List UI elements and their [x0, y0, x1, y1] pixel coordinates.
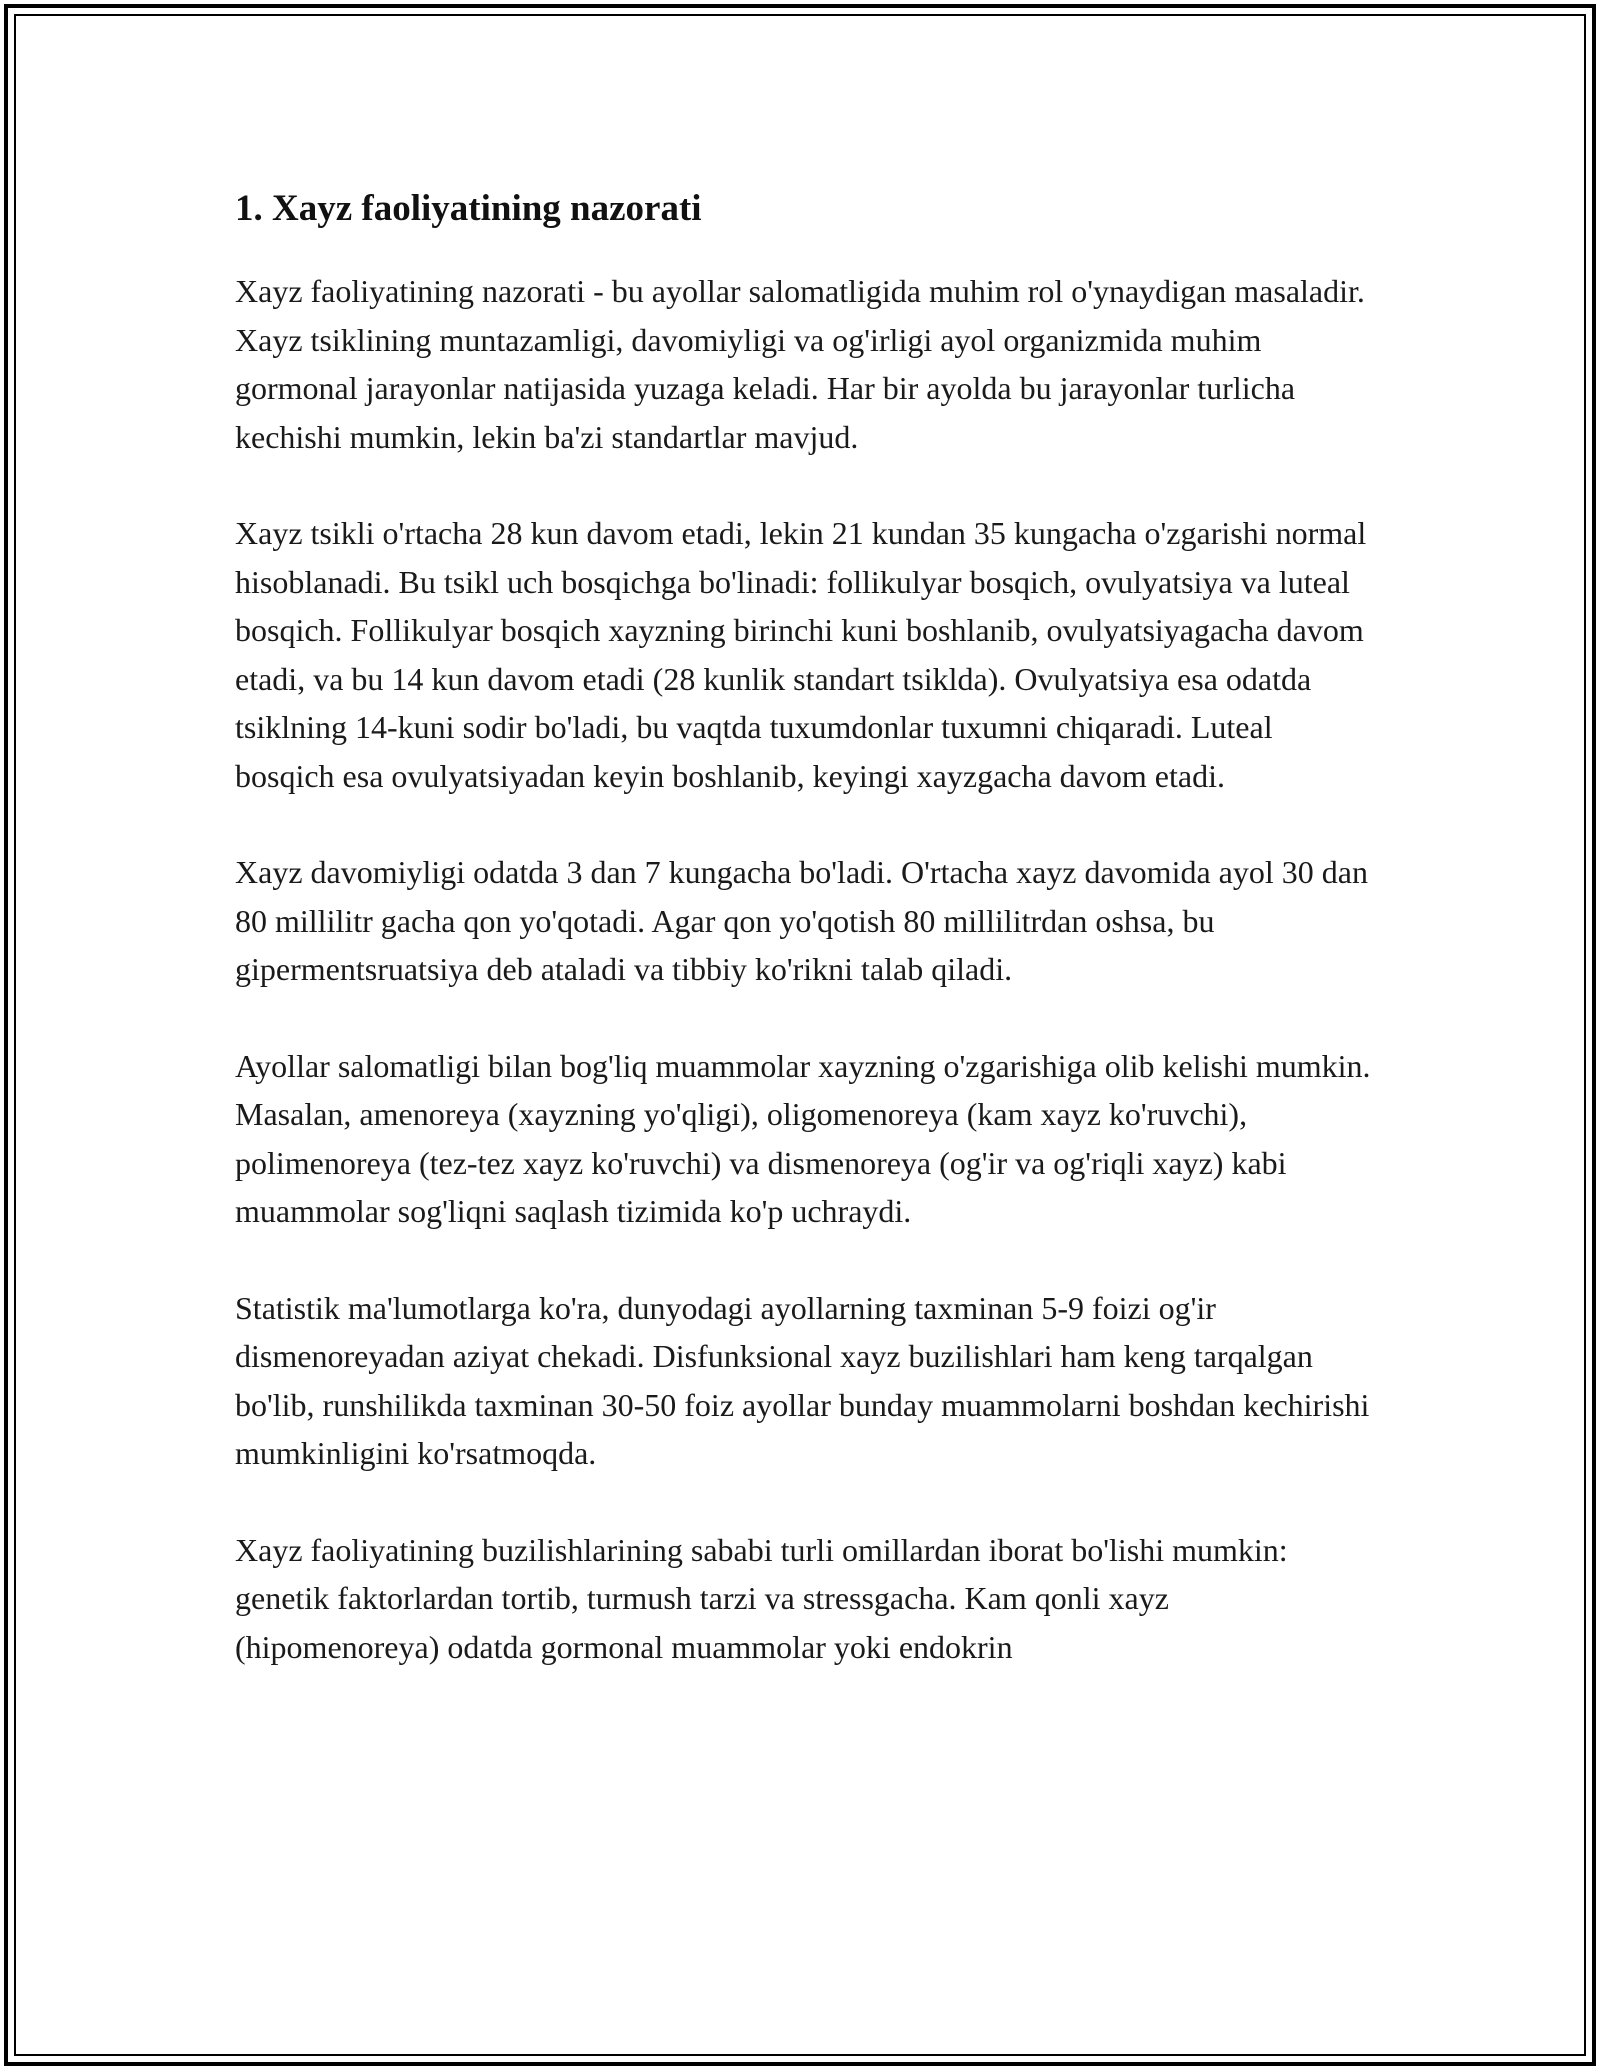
paragraph-duration: Xayz davomiyligi odatda 3 dan 7 kungacha bo'ladi. O'rtacha xayz davomida ayol 30 dan 80 millilitr gacha qon yo'qotadi. Agar qon yo'qotish 80 millilitrdan oshsa, bu gipermentsruatsiya deb ataladi va tibbiy ko'rikni talab qiladi.: [235, 854, 1368, 987]
paragraph-disorders: Ayollar salomatligi bilan bog'liq muammolar xayzning o'zgarishiga olib kelishi mumkin. Masalan, amenoreya (xayzning yo'qligi), oligomenoreya (kam xayz ko'ruvchi), polimenoreya (tez-tez xayz ko'ruvchi) va dismenoreya (og'ir va og'riqli xayz) kabi muammolar sog'liqni saqlash tizimida ko'p uchraydi.: [235, 1047, 1371, 1229]
paragraph-causes: Xayz faoliyatining buzilishlarining sababi turli omillardan iborat bo'lishi mumkin: genetik faktorlardan tortib, turmush tarzi va stressgacha. Kam qonli xayz (hipomenoreya) odatda gormonal muammolar yoki endokrin: [235, 1531, 1288, 1665]
section-heading: 1. Xayz faoliyatining nazorati: [235, 188, 702, 229]
paragraph-intro: Xayz faoliyatining nazorati - bu ayollar salomatligida muhim rol o'ynaydigan masaladir. Xayz tsiklining muntazamligi, davomiyligi va og'irligi ayol organizmida muhim gormonal jarayonlar natijasida yuzaga keladi. Har bir ayolda bu jarayonlar turlicha kechishi mumkin, lekin ba'zi standartlar mavjud.: [235, 273, 1365, 455]
paragraph-statistics: Statistik ma'lumotlarga ko'ra, dunyodagi ayollarning taxminan 5-9 foizi og'ir dismenoreyadan aziyat chekadi. Disfunksional xayz buzilishlari ham keng tarqalgan bo'lib, runshilikda taxminan 30-50 foiz ayollar bunday muammolarni boshdan kechirishi mumkinligini ko'rsatmoqda.: [235, 1289, 1370, 1471]
document-body: [235, 185, 1375, 1719]
paragraph-cycle-phases: Xayz tsikli o'rtacha 28 kun davom etadi, lekin 21 kundan 35 kungacha o'zgarishi normal hisoblanadi. Bu tsikl uch bosqichga bo'linadi: follikulyar bosqich, ovulyatsiya va luteal bosqich. Follikulyar bosqich xayzning birinchi kuni boshlanib, ovulyatsiyagacha davom etadi, va bu 14 kun davom etadi (28 kunlik standart tsiklda). Ovulyatsiya esa odatda tsiklning 14-kuni sodir bo'ladi, bu vaqtda tuxumdonlar tuxumni chiqaradi. Luteal bosqich esa ovulyatsiyadan keyin boshlanib, keyingi xayzgacha davom etadi.: [235, 515, 1367, 794]
